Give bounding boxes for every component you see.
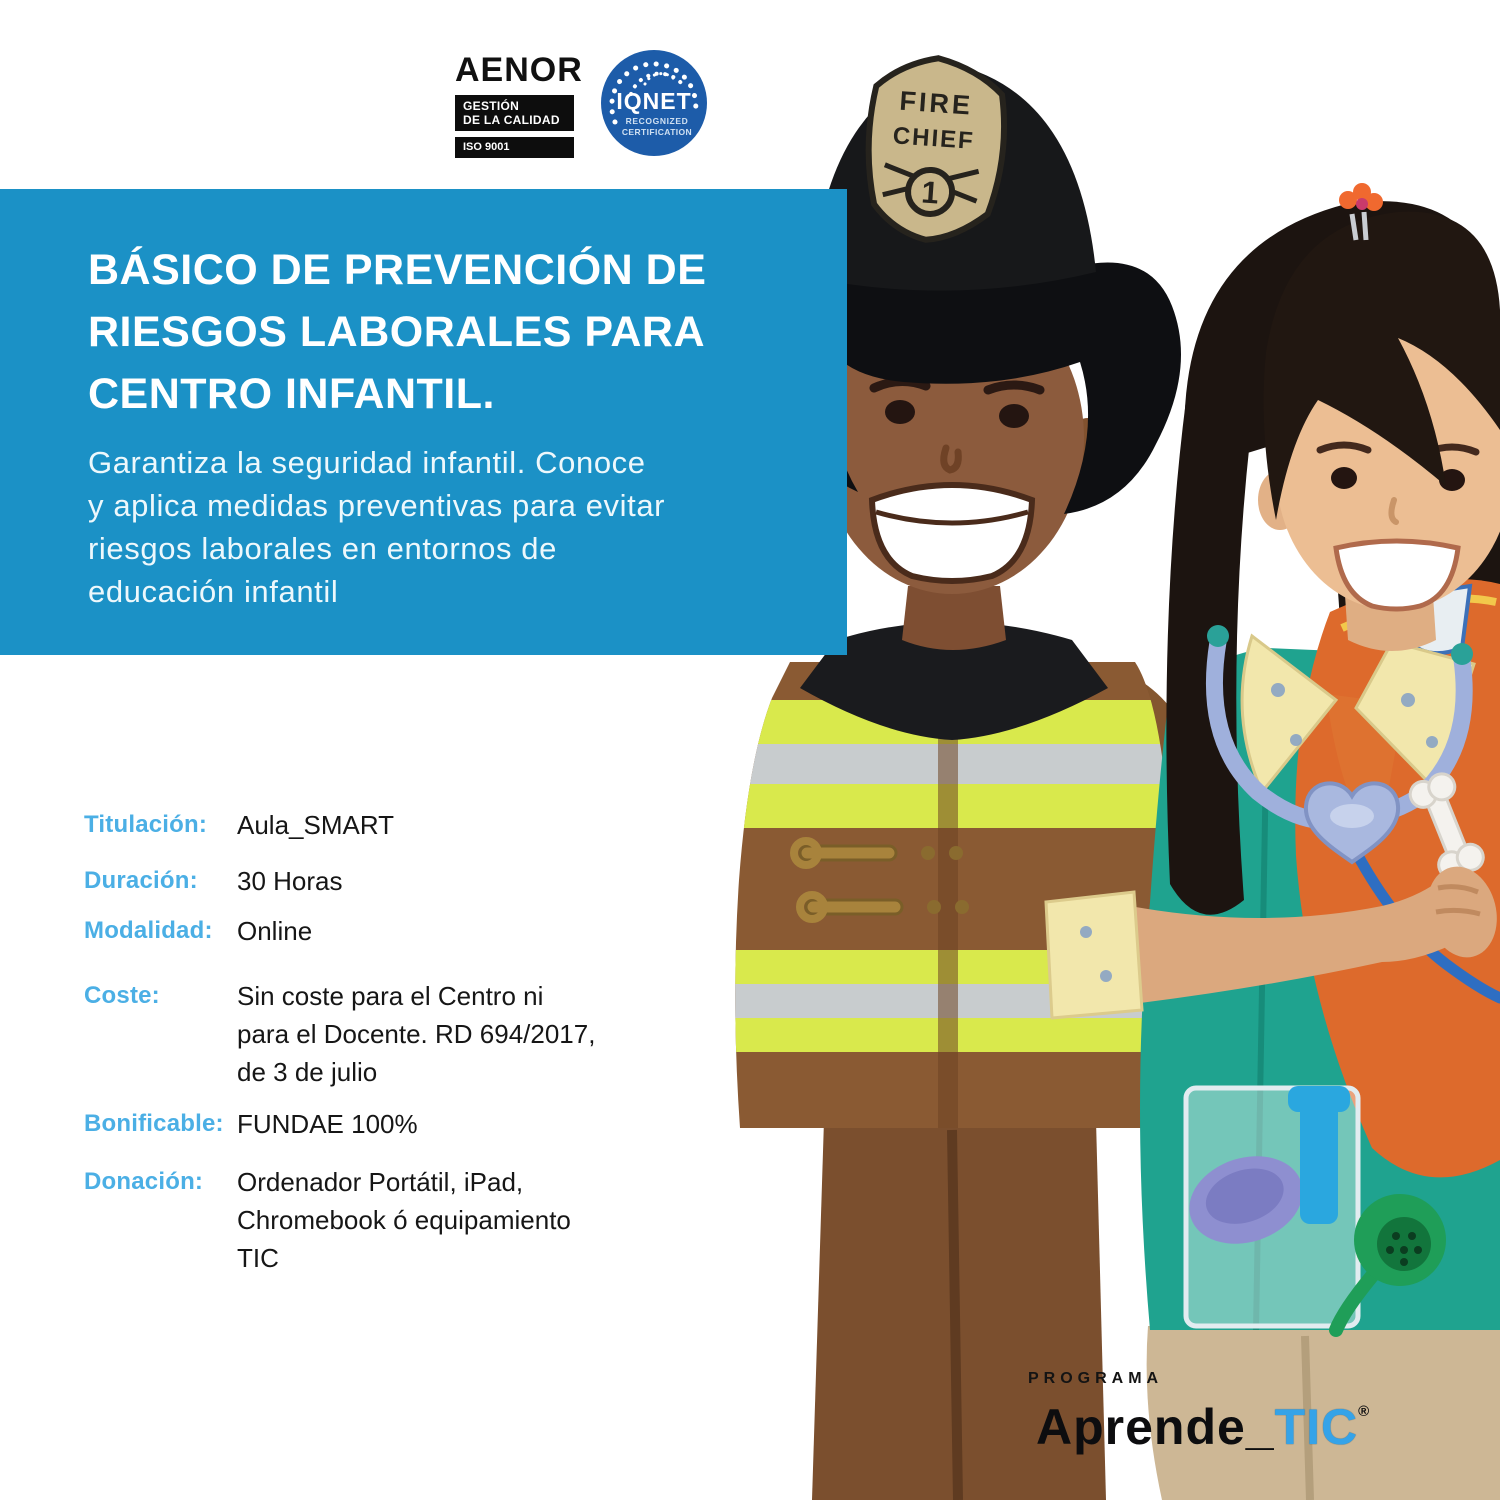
- detail-value: FUNDAE 100%: [237, 1109, 418, 1139]
- detail-label: Donación:: [84, 1168, 204, 1195]
- detail-label: Duración:: [84, 867, 198, 894]
- brand-black: Aprende_: [1036, 1399, 1275, 1455]
- aenor-wordmark: AENOR: [455, 51, 583, 89]
- detail-value: 30 Horas: [237, 866, 343, 896]
- toy-pocket: [1178, 1086, 1358, 1326]
- detail-label: Modalidad:: [84, 917, 213, 944]
- iqnet-sub2: CERTIFICATION: [621, 127, 693, 137]
- detail-value: Aula_SMART: [237, 810, 395, 840]
- title-line-2: RIESGOS LABORALES PARA: [88, 308, 706, 356]
- detail-label: Coste:: [84, 982, 160, 1009]
- title-line-3: CENTRO INFANTIL.: [88, 370, 495, 418]
- aenor-scope-line1: GESTIÓN: [463, 99, 520, 113]
- aenor-logo: [455, 50, 583, 158]
- aenor-scope-line2: DE LA CALIDAD: [463, 113, 560, 127]
- program-brand: [1036, 1398, 1370, 1456]
- badge-text-chief: CHIEF: [891, 122, 976, 155]
- course-details: [84, 806, 595, 1277]
- detail-row-coste: [84, 977, 595, 1091]
- badge-number: 1: [920, 174, 940, 211]
- detail-row-donacion: [84, 1163, 595, 1277]
- detail-row-duracion: [84, 862, 595, 900]
- detail-label: Bonificable:: [84, 1110, 224, 1137]
- subtitle-line-1: Garantiza la seguridad infantil. Conoce: [88, 445, 646, 480]
- detail-value: Ordenador Portátil, iPad, Chromebook ó equipamiento TIC: [237, 1167, 571, 1273]
- badge-text-fire: FIRE: [898, 85, 974, 121]
- iqnet-sub1: RECOGNIZED: [625, 116, 689, 126]
- certification-logos: [455, 50, 707, 158]
- iqnet-logo: [601, 50, 707, 156]
- registered-mark: ®: [1358, 1403, 1371, 1420]
- subtitle-line-3: riesgos laborales en entornos de: [88, 531, 557, 566]
- course-subtitle: [88, 441, 847, 613]
- helmet-badge: [862, 54, 1009, 245]
- subtitle-line-4: educación infantil: [88, 574, 339, 609]
- title-banner: [0, 189, 847, 655]
- title-line-1: BÁSICO DE PREVENCIÓN DE: [88, 246, 707, 294]
- iqnet-wordmark: IQNET: [616, 88, 692, 114]
- detail-row-titulacion: [84, 806, 595, 844]
- detail-row-bonificable: [84, 1105, 595, 1143]
- program-kicker: PROGRAMA: [1028, 1370, 1164, 1387]
- detail-label: Titulación:: [84, 811, 208, 838]
- detail-value: Online: [237, 916, 313, 946]
- detail-value: Sin coste para el Centro ni para el Docente. RD 694/2017, de 3 de julio: [237, 981, 596, 1087]
- aenor-standard: ISO 9001: [455, 137, 574, 158]
- detail-row-modalidad: [84, 912, 595, 950]
- subtitle-line-2: y aplica medidas preventivas para evitar: [88, 488, 666, 523]
- course-title: [88, 239, 847, 425]
- aenor-scope-box: [455, 95, 574, 131]
- brand-blue: TIC: [1274, 1399, 1359, 1455]
